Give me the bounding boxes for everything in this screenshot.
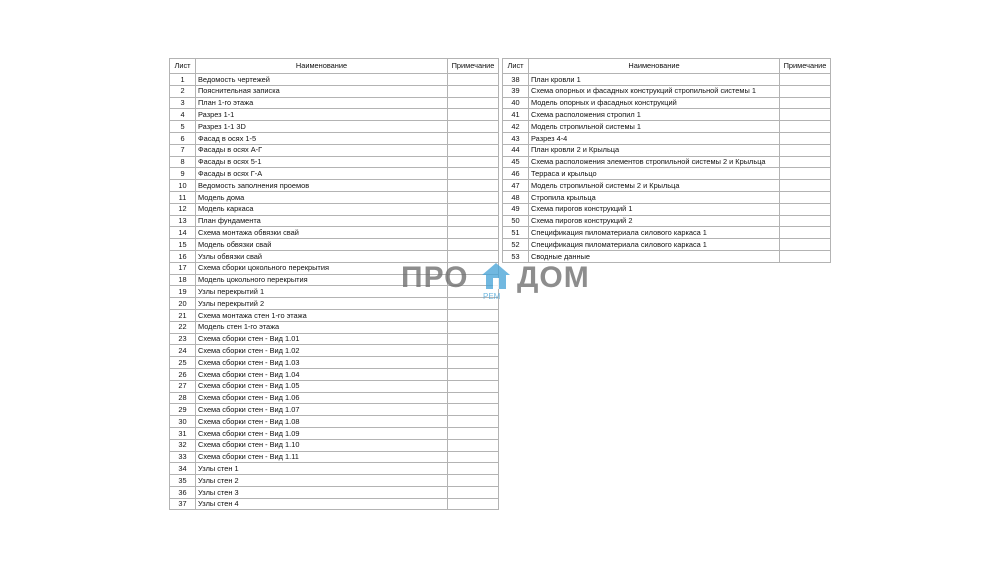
table-row xyxy=(170,427,499,439)
sheet-number-cell: 20 xyxy=(170,298,196,310)
sheet-note-cell xyxy=(448,463,499,475)
sheet-name-cell: Узлы перекрытий 2 xyxy=(196,298,448,310)
table-row xyxy=(170,321,499,333)
sheet-note-cell xyxy=(780,239,831,251)
sheet-name-cell: Модель стропильной системы 1 xyxy=(529,121,780,133)
table-row xyxy=(170,239,499,251)
drawing-list-table-right xyxy=(502,58,831,263)
table-row xyxy=(503,132,831,144)
sheet-name-cell: Модель опорных и фасадных конструкций xyxy=(529,97,780,109)
sheet-name-cell: План кровли 2 и Крыльца xyxy=(529,144,780,156)
sheet-note-cell xyxy=(448,132,499,144)
sheet-name-cell: Модель дома xyxy=(196,191,448,203)
sheet-note-cell xyxy=(448,498,499,510)
table-row xyxy=(170,463,499,475)
sheet-note-cell xyxy=(780,121,831,133)
sheet-note-cell xyxy=(448,97,499,109)
sheet-name-cell: Схема сборки стен - Вид 1.06 xyxy=(196,392,448,404)
table-row xyxy=(503,109,831,121)
sheet-note-cell xyxy=(448,380,499,392)
sheet-name-cell: Разрез 1-1 3D xyxy=(196,121,448,133)
sheet-number-cell: 52 xyxy=(503,239,529,251)
sheet-number-cell: 25 xyxy=(170,357,196,369)
header-note: Примечание xyxy=(780,59,831,74)
sheet-note-cell xyxy=(448,368,499,380)
table-row xyxy=(503,215,831,227)
sheet-name-cell: Модель обвязки свай xyxy=(196,239,448,251)
sheet-name-cell: Модель стропильной системы 2 и Крыльца xyxy=(529,180,780,192)
sheet-number-cell: 42 xyxy=(503,121,529,133)
table-row xyxy=(170,357,499,369)
table-row xyxy=(170,451,499,463)
table-row xyxy=(170,168,499,180)
sheet-number-cell: 48 xyxy=(503,191,529,203)
table-row xyxy=(170,416,499,428)
watermark-text-rem: РЕМ xyxy=(483,292,501,301)
sheet-number-cell: 6 xyxy=(170,132,196,144)
table-row xyxy=(503,239,831,251)
sheet-number-cell: 46 xyxy=(503,168,529,180)
sheet-number-cell: 7 xyxy=(170,144,196,156)
table-row xyxy=(170,368,499,380)
sheet-number-cell: 9 xyxy=(170,168,196,180)
sheet-name-cell: Разрез 4-4 xyxy=(529,132,780,144)
table-row xyxy=(170,180,499,192)
sheet-name-cell: Узлы стен 4 xyxy=(196,498,448,510)
table-row xyxy=(170,74,499,86)
sheet-name-cell: Модель каркаса xyxy=(196,203,448,215)
sheet-number-cell: 30 xyxy=(170,416,196,428)
sheet-number-cell: 35 xyxy=(170,475,196,487)
sheet-name-cell: Фасады в осях 5-1 xyxy=(196,156,448,168)
sheet-number-cell: 45 xyxy=(503,156,529,168)
table-header-row xyxy=(503,59,831,74)
header-name: Наименование xyxy=(196,59,448,74)
sheet-name-cell: Узлы стен 2 xyxy=(196,475,448,487)
watermark-text-dom: ДОМ xyxy=(517,261,590,294)
sheet-note-cell xyxy=(448,451,499,463)
header-sheet: Лист xyxy=(503,59,529,74)
sheet-number-cell: 34 xyxy=(170,463,196,475)
sheet-note-cell xyxy=(780,74,831,86)
sheet-name-cell: Спецификация пиломатериала силового каркаса 1 xyxy=(529,239,780,251)
sheet-number-cell: 26 xyxy=(170,368,196,380)
table-row xyxy=(170,392,499,404)
table-row xyxy=(170,380,499,392)
sheet-name-cell: Схема пирогов конструкций 2 xyxy=(529,215,780,227)
table-row xyxy=(170,345,499,357)
table-row xyxy=(170,132,499,144)
sheet-note-cell xyxy=(448,333,499,345)
sheet-number-cell: 31 xyxy=(170,427,196,439)
sheet-number-cell: 41 xyxy=(503,109,529,121)
watermark-text-pro: ПРО xyxy=(401,261,469,294)
house-icon xyxy=(480,261,512,291)
sheet-number-cell: 19 xyxy=(170,286,196,298)
sheet-name-cell: План кровли 1 xyxy=(529,74,780,86)
sheet-note-cell xyxy=(780,109,831,121)
sheet-number-cell: 18 xyxy=(170,274,196,286)
sheet-number-cell: 36 xyxy=(170,486,196,498)
sheet-number-cell: 10 xyxy=(170,180,196,192)
sheet-name-cell: Фасады в осях А-Г xyxy=(196,144,448,156)
sheet-name-cell: Модель стен 1-го этажа xyxy=(196,321,448,333)
table-row xyxy=(170,109,499,121)
sheet-note-cell xyxy=(448,427,499,439)
sheet-name-cell: Пояснительная записка xyxy=(196,85,448,97)
table-row xyxy=(170,333,499,345)
table-row xyxy=(503,85,831,97)
table-row xyxy=(503,168,831,180)
table-row xyxy=(170,439,499,451)
sheet-note-cell xyxy=(448,191,499,203)
sheet-name-cell: Схема сборки стен - Вид 1.03 xyxy=(196,357,448,369)
sheet-number-cell: 27 xyxy=(170,380,196,392)
sheet-name-cell: Стропила крыльца xyxy=(529,191,780,203)
sheet-number-cell: 39 xyxy=(503,85,529,97)
sheet-name-cell: Схема сборки стен - Вид 1.07 xyxy=(196,404,448,416)
sheet-name-cell: Узлы стен 1 xyxy=(196,463,448,475)
sheet-number-cell: 5 xyxy=(170,121,196,133)
sheet-number-cell: 15 xyxy=(170,239,196,251)
table-row xyxy=(170,215,499,227)
sheet-number-cell: 32 xyxy=(170,439,196,451)
sheet-name-cell: Схема монтажа стен 1-го этажа xyxy=(196,309,448,321)
table-row xyxy=(503,74,831,86)
sheet-name-cell: Схема расположения элементов стропильной системы 2 и Крыльца xyxy=(529,156,780,168)
sheet-name-cell: Терраса и крыльцо xyxy=(529,168,780,180)
sheet-number-cell: 24 xyxy=(170,345,196,357)
sheet-note-cell xyxy=(780,156,831,168)
sheet-note-cell xyxy=(448,180,499,192)
sheet-note-cell xyxy=(448,392,499,404)
sheet-name-cell: Схема пирогов конструкций 1 xyxy=(529,203,780,215)
sheet-name-cell: Ведомость чертежей xyxy=(196,74,448,86)
sheet-number-cell: 3 xyxy=(170,97,196,109)
sheet-note-cell xyxy=(448,215,499,227)
sheet-name-cell: Фасад в осях 1-5 xyxy=(196,132,448,144)
sheet-number-cell: 37 xyxy=(170,498,196,510)
sheet-note-cell xyxy=(448,168,499,180)
sheet-note-cell xyxy=(780,85,831,97)
table-row xyxy=(503,144,831,156)
sheet-number-cell: 29 xyxy=(170,404,196,416)
sheet-note-cell xyxy=(780,215,831,227)
sheet-number-cell: 1 xyxy=(170,74,196,86)
sheet-number-cell: 50 xyxy=(503,215,529,227)
sheet-note-cell xyxy=(448,74,499,86)
sheet-name-cell: Модель цокольного перекрытия xyxy=(196,274,448,286)
sheet-note-cell xyxy=(448,439,499,451)
sheet-name-cell: Узлы перекрытий 1 xyxy=(196,286,448,298)
sheet-note-cell xyxy=(448,309,499,321)
sheet-note-cell xyxy=(780,132,831,144)
sheet-note-cell xyxy=(448,404,499,416)
sheet-number-cell: 51 xyxy=(503,227,529,239)
sheet-name-cell: Узлы обвязки свай xyxy=(196,250,448,262)
sheet-name-cell: Сводные данные xyxy=(529,250,780,262)
sheet-number-cell: 8 xyxy=(170,156,196,168)
sheet-note-cell xyxy=(448,486,499,498)
table-row xyxy=(170,144,499,156)
table-row xyxy=(170,191,499,203)
table-row xyxy=(503,203,831,215)
sheet-name-cell: Схема сборки стен - Вид 1.10 xyxy=(196,439,448,451)
watermark-logo xyxy=(400,263,600,303)
table-row xyxy=(170,97,499,109)
sheet-note-cell xyxy=(448,475,499,487)
sheet-name-cell: Фасады в осях Г-А xyxy=(196,168,448,180)
sheet-name-cell: Схема опорных и фасадных конструкций стропильной системы 1 xyxy=(529,85,780,97)
table-row xyxy=(170,121,499,133)
table-row xyxy=(170,156,499,168)
table-row xyxy=(170,203,499,215)
sheet-note-cell xyxy=(780,97,831,109)
sheet-number-cell: 40 xyxy=(503,97,529,109)
sheet-number-cell: 17 xyxy=(170,262,196,274)
sheet-name-cell: Схема сборки стен - Вид 1.01 xyxy=(196,333,448,345)
sheet-number-cell: 16 xyxy=(170,250,196,262)
table-row xyxy=(170,85,499,97)
sheet-note-cell xyxy=(780,250,831,262)
sheet-note-cell xyxy=(448,227,499,239)
sheet-name-cell: Схема сборки цокольного перекрытия xyxy=(196,262,448,274)
header-name: Наименование xyxy=(529,59,780,74)
table-row xyxy=(170,227,499,239)
sheet-name-cell: Схема сборки стен - Вид 1.11 xyxy=(196,451,448,463)
sheet-name-cell: Разрез 1-1 xyxy=(196,109,448,121)
table-header-row xyxy=(170,59,499,74)
table-row xyxy=(503,156,831,168)
sheet-name-cell: Схема монтажа обвязки свай xyxy=(196,227,448,239)
sheet-name-cell: Узлы стен 3 xyxy=(196,486,448,498)
sheet-note-cell xyxy=(780,168,831,180)
header-note: Примечание xyxy=(448,59,499,74)
sheet-name-cell: План 1-го этажа xyxy=(196,97,448,109)
table-row xyxy=(170,404,499,416)
table-row xyxy=(503,191,831,203)
sheet-number-cell: 53 xyxy=(503,250,529,262)
sheet-number-cell: 22 xyxy=(170,321,196,333)
sheet-number-cell: 4 xyxy=(170,109,196,121)
sheet-number-cell: 2 xyxy=(170,85,196,97)
sheet-number-cell: 11 xyxy=(170,191,196,203)
sheet-note-cell xyxy=(448,85,499,97)
sheet-note-cell xyxy=(780,191,831,203)
sheet-name-cell: План фундамента xyxy=(196,215,448,227)
sheet-number-cell: 43 xyxy=(503,132,529,144)
table-row xyxy=(170,498,499,510)
sheet-note-cell xyxy=(448,109,499,121)
sheet-name-cell: Схема сборки стен - Вид 1.08 xyxy=(196,416,448,428)
sheet-number-cell: 21 xyxy=(170,309,196,321)
sheet-note-cell xyxy=(780,203,831,215)
table-row xyxy=(170,486,499,498)
sheet-number-cell: 13 xyxy=(170,215,196,227)
sheet-number-cell: 14 xyxy=(170,227,196,239)
sheet-name-cell: Ведомость заполнения проемов xyxy=(196,180,448,192)
table-row xyxy=(503,227,831,239)
table-row xyxy=(170,309,499,321)
sheet-number-cell: 28 xyxy=(170,392,196,404)
sheet-name-cell: Схема сборки стен - Вид 1.02 xyxy=(196,345,448,357)
sheet-number-cell: 49 xyxy=(503,203,529,215)
sheet-note-cell xyxy=(780,227,831,239)
sheet-note-cell xyxy=(448,144,499,156)
sheet-name-cell: Схема сборки стен - Вид 1.04 xyxy=(196,368,448,380)
sheet-number-cell: 44 xyxy=(503,144,529,156)
table-row xyxy=(503,97,831,109)
sheet-note-cell xyxy=(448,203,499,215)
sheet-number-cell: 38 xyxy=(503,74,529,86)
sheet-name-cell: Схема сборки стен - Вид 1.05 xyxy=(196,380,448,392)
sheet-note-cell xyxy=(780,180,831,192)
sheet-note-cell xyxy=(448,321,499,333)
sheet-name-cell: Схема сборки стен - Вид 1.09 xyxy=(196,427,448,439)
sheet-note-cell xyxy=(448,156,499,168)
table-row xyxy=(503,121,831,133)
table-row xyxy=(503,180,831,192)
sheet-number-cell: 47 xyxy=(503,180,529,192)
header-sheet: Лист xyxy=(170,59,196,74)
sheet-number-cell: 23 xyxy=(170,333,196,345)
sheet-note-cell xyxy=(448,357,499,369)
sheet-note-cell xyxy=(448,239,499,251)
sheet-note-cell xyxy=(448,416,499,428)
table-row xyxy=(170,475,499,487)
sheet-name-cell: Схема расположения стропил 1 xyxy=(529,109,780,121)
sheet-number-cell: 12 xyxy=(170,203,196,215)
sheet-note-cell xyxy=(780,144,831,156)
sheet-number-cell: 33 xyxy=(170,451,196,463)
sheet-note-cell xyxy=(448,121,499,133)
sheet-name-cell: Спецификация пиломатериала силового каркаса 1 xyxy=(529,227,780,239)
sheet-note-cell xyxy=(448,345,499,357)
